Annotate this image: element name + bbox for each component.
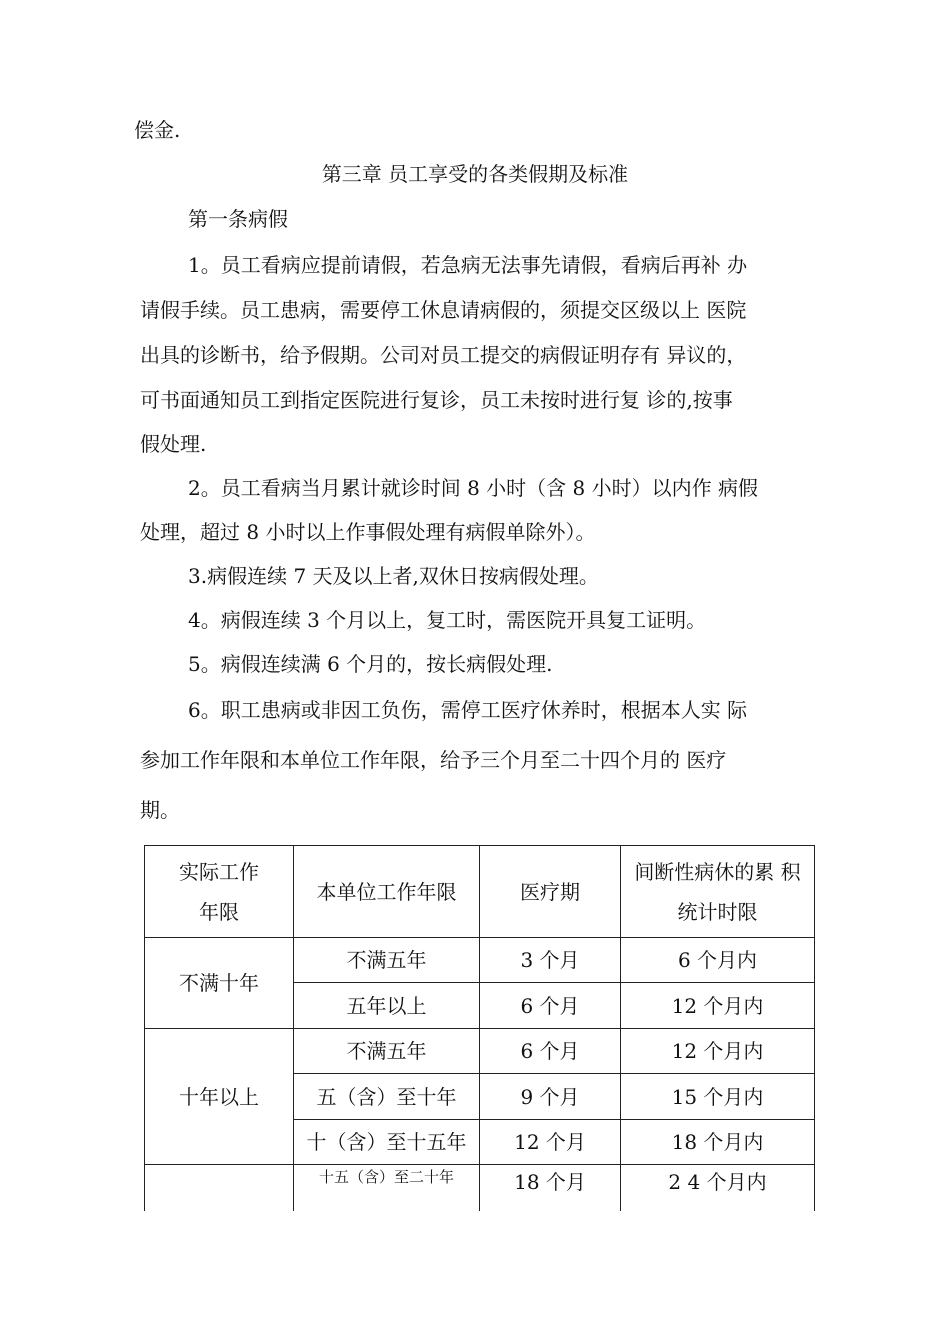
paragraph-line: 期。 (140, 798, 180, 822)
continuation-text: 偿金. (134, 118, 181, 142)
unit-years-cell: 十五（含）至二十年 (294, 1165, 480, 1211)
limit-cell: 12 个月内 (621, 983, 815, 1029)
paragraph-line: 处理，超过 8 小时以上作事假处理有病假单除外）。 (140, 520, 596, 544)
group-label: 不满十年 (145, 938, 294, 1029)
section-title: 第一条病假 (188, 207, 288, 231)
paragraph-line: 3.病假连续 7 天及以上者,双休日按病假处理。 (188, 564, 599, 588)
group-label: 十年以上 (145, 1029, 294, 1165)
header-cumulative-limit: 间断性病休的累 积 统计时限 (621, 846, 815, 938)
medical-period-cell: 18 个月 (480, 1165, 621, 1211)
table-row (145, 938, 815, 983)
medical-period-cell: 6 个月 (480, 983, 621, 1029)
paragraph-line: 参加工作年限和本单位工作年限，给予三个月至二十四个月的 医疗 (140, 748, 727, 772)
medical-period-table (144, 845, 815, 1211)
header-actual-years: 实际工作 年限 (145, 846, 294, 938)
paragraph-line: 2。员工看病当月累计就诊时间 8 小时（含 8 小时）以内作 病假 (188, 476, 758, 500)
paragraph-line: 出具的诊断书，给予假期。公司对员工提交的病假证明存有 异议的， (140, 343, 747, 367)
limit-cell: 12 个月内 (621, 1029, 815, 1074)
table-row (145, 1165, 815, 1211)
paragraph-line: 4。病假连续 3 个月以上，复工时，需医院开具复工证明。 (188, 608, 707, 632)
unit-years-cell: 不满五年 (294, 1029, 480, 1074)
header-medical-period: 医疗期 (480, 846, 621, 938)
medical-period-cell: 12 个月 (480, 1120, 621, 1165)
unit-years-cell: 五年以上 (294, 983, 480, 1029)
limit-cell: 6 个月内 (621, 938, 815, 983)
paragraph-line: 6。职工患病或非因工负伤，需停工医疗休养时，根据本人实 际 (188, 698, 748, 722)
header-unit-years: 本单位工作年限 (294, 846, 480, 938)
limit-cell: 2 4 个月内 (621, 1165, 815, 1211)
group-label-empty (145, 1165, 294, 1211)
paragraph-line: 5。病假连续满 6 个月的，按长病假处理. (188, 652, 553, 676)
unit-years-cell: 不满五年 (294, 938, 480, 983)
medical-period-cell: 6 个月 (480, 1029, 621, 1074)
paragraph-line: 可书面通知员工到指定医院进行复诊，员工未按时进行复 诊的,按事 (140, 388, 733, 412)
paragraph-line: 请假手续。员工患病，需要停工休息请病假的，须提交区级以上 医院 (140, 298, 747, 322)
table-header-row (145, 846, 815, 938)
limit-cell: 18 个月内 (621, 1120, 815, 1165)
medical-period-cell: 9 个月 (480, 1074, 621, 1120)
unit-years-cell: 五（含）至十年 (294, 1074, 480, 1120)
unit-years-cell: 十（含）至十五年 (294, 1120, 480, 1165)
table-row (145, 1029, 815, 1074)
paragraph-line: 1。员工看病应提前请假，若急病无法事先请假，看病后再补 办 (188, 253, 748, 277)
paragraph-line: 假处理. (140, 432, 207, 456)
limit-cell: 15 个月内 (621, 1074, 815, 1120)
chapter-title: 第三章 员工享受的各类假期及标准 (321, 162, 629, 186)
medical-period-cell: 3 个月 (480, 938, 621, 983)
